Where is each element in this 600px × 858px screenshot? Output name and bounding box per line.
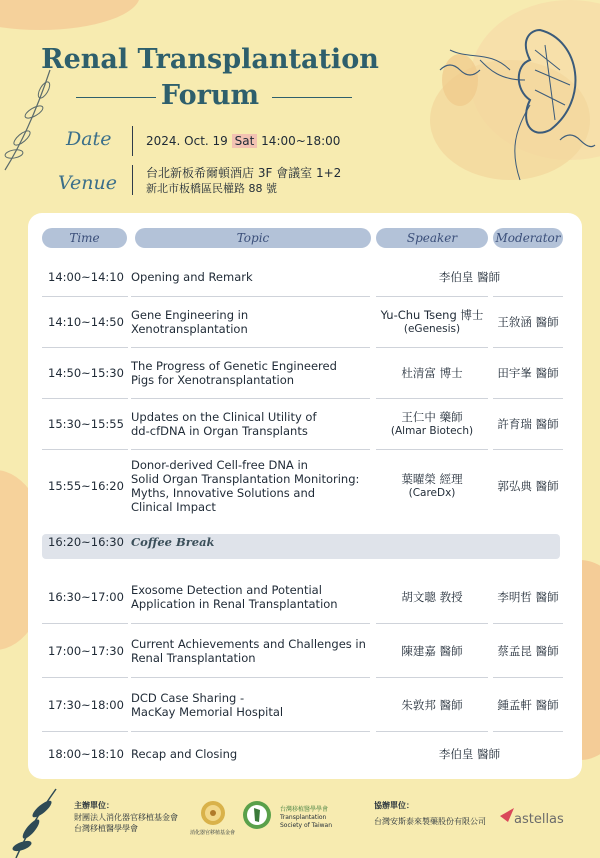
row-divider <box>493 677 563 678</box>
row-topic-line: The Progress of Genetic Engineered <box>131 359 337 373</box>
row-speaker-line: 朱敦邦 醫師 <box>401 697 463 712</box>
row-time: 14:10~14:50 <box>48 315 124 329</box>
row-speaker-line: 王仁中 藥師 <box>401 410 463 424</box>
society-name-en-1: Transplantation <box>280 814 327 821</box>
foundation-logo-caption: 消化器官移植基金會 <box>190 830 236 836</box>
organizer-label: 主辦單位： <box>74 801 114 810</box>
row-divider <box>131 623 370 624</box>
venue-address: 新北市板橋區民權路 88 號 <box>146 182 277 195</box>
row-topic-line: Opening and Remark <box>131 270 253 284</box>
row-divider <box>376 398 488 399</box>
row-speaker-line: (CareDx) <box>408 487 456 499</box>
row-speaker <box>376 747 563 761</box>
row-topic-line: Application in Renal Transplantation <box>131 596 338 611</box>
row-divider <box>493 623 563 624</box>
row-topic <box>131 308 370 336</box>
row-divider <box>376 296 488 297</box>
row-divider <box>376 623 488 624</box>
row-time: 17:00~17:30 <box>48 643 124 658</box>
row-divider <box>42 398 128 399</box>
row-topic-line: DCD Case Sharing - <box>131 690 245 705</box>
row-speaker-line: 陳建嘉 醫師 <box>401 643 463 658</box>
row-topic-line: Gene Engineering in <box>131 308 249 322</box>
row-topic <box>131 270 370 284</box>
row-time: 14:00~14:10 <box>48 270 124 284</box>
row-speaker <box>376 410 488 438</box>
date-divider <box>132 126 133 156</box>
row-divider <box>376 677 488 678</box>
row-time: 14:50~15:30 <box>48 366 124 380</box>
row-topic-line: Myths, Innovative Solutions and <box>131 486 316 500</box>
venue-divider <box>132 165 133 195</box>
row-topic-line: Donor-derived Cell-free DNA in <box>131 458 308 472</box>
row-divider <box>42 623 128 624</box>
row-topic-line: Pigs for Xenotransplantation <box>131 373 295 387</box>
coffee-break-label <box>131 535 370 549</box>
date-text: 2024. Oct. 19 <box>146 134 228 148</box>
row-divider <box>376 731 488 732</box>
header-moderator: Moderator <box>493 228 563 248</box>
row-speaker-line: 李伯皇 醫師 <box>438 746 501 761</box>
row-divider <box>131 449 370 450</box>
row-divider <box>376 347 488 348</box>
time-range: 14:00~18:00 <box>261 134 341 148</box>
row-moderator-line: 郭弘典 醫師 <box>497 479 559 493</box>
row-divider <box>42 677 128 678</box>
row-time: 16:20~16:30 <box>48 534 124 549</box>
row-topic <box>131 747 370 761</box>
row-speaker <box>376 698 488 712</box>
row-divider <box>42 731 128 732</box>
row-speaker-line: Yu-Chu Tseng 博士 <box>380 308 484 322</box>
row-speaker <box>376 644 488 658</box>
venue-name: 台北新板希爾頓酒店 3F 會議室 1+2 <box>146 166 342 180</box>
row-moderator <box>493 644 563 658</box>
row-topic-line: dd-cfDNA in Organ Transplants <box>131 424 308 438</box>
day-badge: Sat <box>232 134 258 148</box>
row-moderator-line: 鍾孟軒 醫師 <box>497 697 559 712</box>
row-topic <box>131 458 370 514</box>
leaf-branch-icon <box>0 60 60 180</box>
row-divider <box>493 731 563 732</box>
header-time: Time <box>42 228 127 248</box>
row-moderator <box>493 590 563 604</box>
row-time: 17:30~18:00 <box>48 697 124 712</box>
row-moderator <box>493 366 563 380</box>
row-topic-line: Current Achievements and Challenges in <box>131 636 366 651</box>
row-topic-line: Clinical Impact <box>131 500 216 514</box>
row-topic <box>131 691 370 719</box>
row-speaker-line: 李伯皇 醫師 <box>438 270 501 284</box>
society-name-zh: 台灣移植醫學學會 <box>280 806 329 813</box>
row-moderator-line: 王敘涵 醫師 <box>497 315 559 329</box>
row-time: 15:30~15:55 <box>48 417 124 431</box>
row-speaker <box>376 590 488 604</box>
row-topic-line: Solid Organ Transplantation Monitoring: <box>131 472 360 486</box>
pig-kidney-illustration-icon <box>420 10 600 190</box>
row-divider <box>42 347 128 348</box>
row-topic-line: Renal Transplantation <box>131 650 256 665</box>
title-divider <box>272 97 352 98</box>
row-speaker-line: (Almar Biotech) <box>390 425 474 437</box>
row-speaker <box>376 472 488 500</box>
co-organizer-name: 台灣安斯泰來製藥股份有限公司 <box>374 817 486 826</box>
astellas-brand: astellas <box>514 812 564 827</box>
row-speaker-line: (eGenesis) <box>403 323 461 335</box>
row-time: 18:00~18:10 <box>48 746 124 761</box>
row-divider <box>493 398 563 399</box>
page-title: Renal Transplantation <box>41 44 379 75</box>
row-divider <box>376 449 488 450</box>
title-divider <box>76 97 156 98</box>
date-label: Date <box>66 128 112 150</box>
row-topic-line: MacKay Memorial Hospital <box>131 704 284 719</box>
leaf-branch-icon <box>6 784 66 858</box>
row-moderator-line: 田宇峯 醫師 <box>497 366 559 380</box>
row-speaker-line: 葉曜榮 經理 <box>401 472 463 486</box>
row-topic-line: Xenotransplantation <box>131 322 248 336</box>
row-divider <box>131 677 370 678</box>
event-date <box>146 134 340 148</box>
row-topic <box>131 583 370 611</box>
organizer-1: 財團法人消化器官移植基金會 <box>74 813 178 822</box>
venue-label: Venue <box>58 172 117 194</box>
row-speaker <box>376 270 563 284</box>
row-topic-line: Recap and Closing <box>131 746 238 761</box>
row-speaker-line: 胡文聰 教授 <box>401 589 463 604</box>
row-divider <box>131 347 370 348</box>
row-time: 15:55~16:20 <box>48 479 124 493</box>
row-divider <box>493 449 563 450</box>
row-moderator-line: 蔡孟昆 醫師 <box>497 643 559 658</box>
background-blob <box>0 0 140 30</box>
row-divider <box>42 449 128 450</box>
row-topic <box>131 359 370 387</box>
row-topic <box>131 637 370 665</box>
row-moderator-line: 許育瑞 醫師 <box>497 417 559 431</box>
row-topic-line: Updates on the Clinical Utility of <box>131 410 317 424</box>
row-time: 16:30~17:00 <box>48 589 124 604</box>
row-topic-line: Coffee Break <box>131 534 215 549</box>
row-moderator <box>493 479 563 493</box>
society-name-en-2: Society of Taiwan <box>280 822 333 829</box>
header-speaker: Speaker <box>376 228 488 248</box>
row-moderator <box>493 315 563 329</box>
header-topic: Topic <box>135 228 371 248</box>
row-topic-line: Exosome Detection and Potential <box>131 582 322 597</box>
page-title-line2: Forum <box>160 80 260 111</box>
row-divider <box>42 296 128 297</box>
row-topic <box>131 410 370 438</box>
society-logo-icon <box>242 800 272 830</box>
row-divider <box>131 731 370 732</box>
row-moderator-line: 李明哲 醫師 <box>497 589 559 604</box>
row-speaker-line: 杜清富 博士 <box>401 366 463 380</box>
row-speaker <box>376 308 488 336</box>
row-divider <box>131 398 370 399</box>
row-speaker <box>376 366 488 380</box>
row-divider <box>131 296 370 297</box>
row-moderator <box>493 698 563 712</box>
co-organizer-label: 協辦單位： <box>374 801 414 810</box>
organizer-2: 台灣移植醫學學會 <box>74 824 138 833</box>
row-divider <box>493 296 563 297</box>
row-moderator <box>493 417 563 431</box>
foundation-logo-icon <box>200 800 226 826</box>
row-divider <box>493 347 563 348</box>
